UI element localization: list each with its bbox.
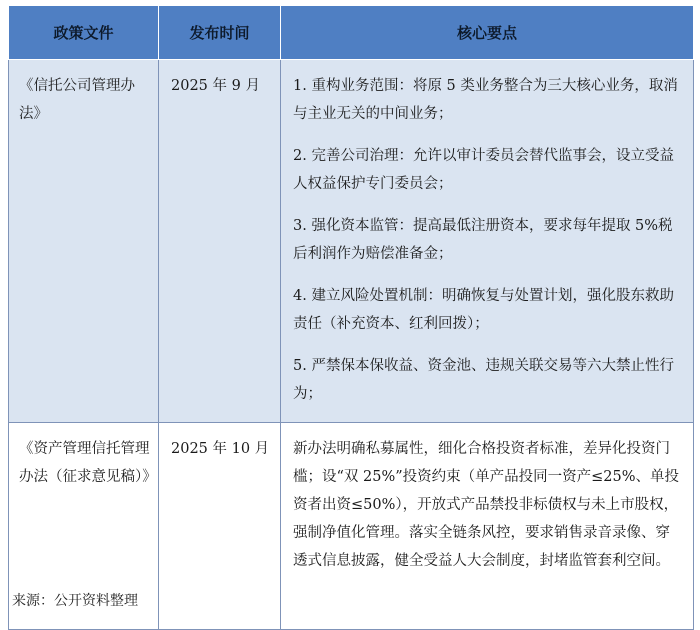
source-note: 来源：公开资料整理 [12, 593, 138, 609]
key-point: 新办法明确私募属性，细化合格投资者标准，差异化投资门槛；设“双 25%”投资约束（单产品投同一资产≤25%、单投资者出资≤50%），开放式产品禁投非标债权与未上市股权，强制净值化管理。落实全链条风控，要求销售录音录像、穿透式信息披露，健全受益人大会制度，封堵监管套利空间。 [293, 441, 680, 569]
table-row [9, 60, 694, 423]
key-point: 1. 重构业务范围：将原 5 类业务整合为三大核心业务，取消与主业无关的中间业务； [293, 78, 678, 122]
policy-document-cell: 《资产管理信托管理办法（征求意见稿）》 [9, 423, 159, 630]
key-point: 4. 建立风险处置机制：明确恢复与处置计划，强化股东救助责任（补充资本、红利回拨）； [293, 288, 674, 332]
key-point: 2. 完善公司治理：允许以审计委员会替代监事会，设立受益人权益保护专门委员会； [293, 148, 674, 192]
header-key-points: 核心要点 [281, 6, 694, 60]
key-points-cell [281, 60, 694, 423]
policy-document-cell: 《信托公司管理办法》 [9, 60, 159, 423]
table-header-row [9, 6, 694, 60]
release-date-cell: 2025 年 9 月 [159, 60, 281, 423]
release-date-cell: 2025 年 10 月 [159, 423, 281, 630]
key-points-cell [281, 423, 694, 630]
key-point: 5. 严禁保本保收益、资金池、违规关联交易等六大禁止性行为； [293, 358, 674, 402]
header-release-date: 发布时间 [159, 6, 281, 60]
policy-table [8, 5, 694, 630]
header-policy-document: 政策文件 [9, 6, 159, 60]
policy-table-container [8, 5, 693, 630]
key-point: 3. 强化资本监管：提高最低注册资本，要求每年提取 5%税后利润作为赔偿准备金； [293, 218, 673, 262]
